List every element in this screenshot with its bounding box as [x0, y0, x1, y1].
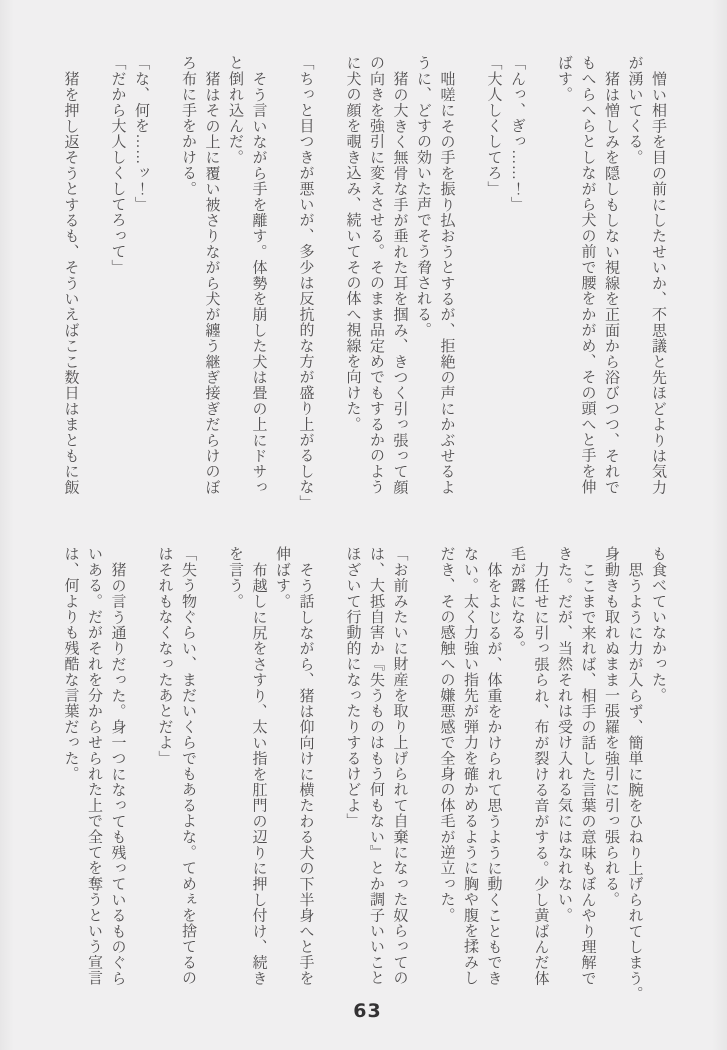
- text-line: そう話しながら、猪は仰向けに横たわる犬の下半身へと手を: [297, 561, 314, 986]
- text-line: 「お前みたいに財産を取り上げられて自棄になった奴らっての: [391, 546, 408, 986]
- text-line: 咄嗟にその手を振り払おうとするが、拒絶の声にかぶせるよ: [438, 70, 455, 495]
- text-line: きた。だが、当然それは受け入れる気にはなれない。: [556, 546, 572, 923]
- text-line: は、大抵自害か『失うものはもう何もない』とか調子いいこと: [368, 546, 384, 986]
- text-line: そう言いながら手を離す。体勢を崩した犬は畳の上にドサっ: [250, 70, 267, 495]
- text-line: はそれもなくなったあとだよ」: [156, 546, 173, 766]
- text-line: 憎い相手を目の前にしたせいか、不思議と先ほどよりは気力: [650, 70, 666, 495]
- text-line: 布越しに尻をさすり、太い指を肛門の辺りに押し付け、続き: [250, 561, 267, 986]
- text-line: は、何よりも残酷な言葉だった。: [62, 546, 79, 782]
- text-line: に犬の顔を覗き込み、続いてその体へ視線を向けた。: [344, 55, 361, 432]
- top-text-block: [58, 55, 669, 517]
- text-line: 思うように力が入らず、簡単に腕をひねり上げられてしまう。: [626, 561, 643, 1002]
- page-number: 63: [353, 1000, 382, 1022]
- text-line: 「ちっと目つきが悪いが、多少は反抗的な方が盛り上がるしな」: [297, 55, 314, 511]
- text-line: ばす。: [556, 55, 572, 103]
- text-line: も食べていなかった。: [650, 546, 666, 703]
- text-line: 「失う物ぐらい、まだいくらでもあるよな。てめぇを捨てるの: [180, 546, 196, 986]
- text-line: 毛が露になる。: [509, 546, 525, 656]
- text-line: ここまで来れば、相手の話した言葉の意味もぼんやり理解で: [579, 561, 596, 986]
- text-line: いある。だがそれを分からせられた上で全てを奪うという宣言: [86, 546, 102, 986]
- text-line: だき、その感触への嫌悪感で全身の体毛が逆立った。: [438, 546, 455, 923]
- text-line: 「大人しくしてろ」: [485, 55, 502, 197]
- text-line: 「だから大人しくしてろって」: [109, 55, 126, 275]
- text-line: 猪の大きく無骨な手が垂れた耳を掴み、きつく引っ張って顔: [391, 70, 408, 495]
- text-line: ほざいて行動的になったりするけどよ」: [344, 546, 361, 829]
- text-line: 「な、何を……ッ！」: [133, 55, 149, 212]
- text-line: ない。太く力強い指先が弾力を確かめるように胸や腹を揉みし: [462, 546, 478, 986]
- text-line: が湧いてくる。: [626, 55, 643, 165]
- text-line: もへらへらとしながら犬の前で腰をかがめ、その頭へと手を伸: [579, 55, 596, 495]
- text-line: 力任せに引っ張られ、布が裂ける音がする。少し黄ばんだ体: [532, 561, 549, 986]
- text-line: の向きを強引に変えさせる。そのまま品定めでもするかのよう: [368, 55, 384, 495]
- text-line: を言う。: [227, 546, 243, 609]
- bottom-text-block: [58, 546, 669, 1008]
- text-line: 猪の言う通りだった。身一つになっても残っているものぐら: [109, 561, 126, 986]
- text-line: と倒れ込んだ。: [227, 55, 243, 165]
- text-line: うに、どすの効いた声でそう脅される。: [415, 55, 431, 338]
- text-line: 「んっ、ぎっ……！」: [509, 55, 525, 212]
- text-line: 体をよじるが、体重をかけられて思うように動くこともでき: [485, 561, 502, 986]
- text-line: 猪は憎しみを隠しもしない視線を正面から浴びつつ、それで: [603, 70, 619, 495]
- text-line: 猪を押し返そうとするも、そういえばここ数日はまともに飯: [62, 70, 79, 495]
- text-line: ろ布に手をかける。: [180, 55, 196, 197]
- text-line: 猪はその上に覆い被さりながら犬が纏う継ぎ接ぎだらけのぼ: [203, 70, 220, 495]
- text-line: 伸ばす。: [274, 546, 290, 609]
- text-line: 身動きも取れぬまま一張羅を強引に引っ張られる。: [603, 546, 619, 908]
